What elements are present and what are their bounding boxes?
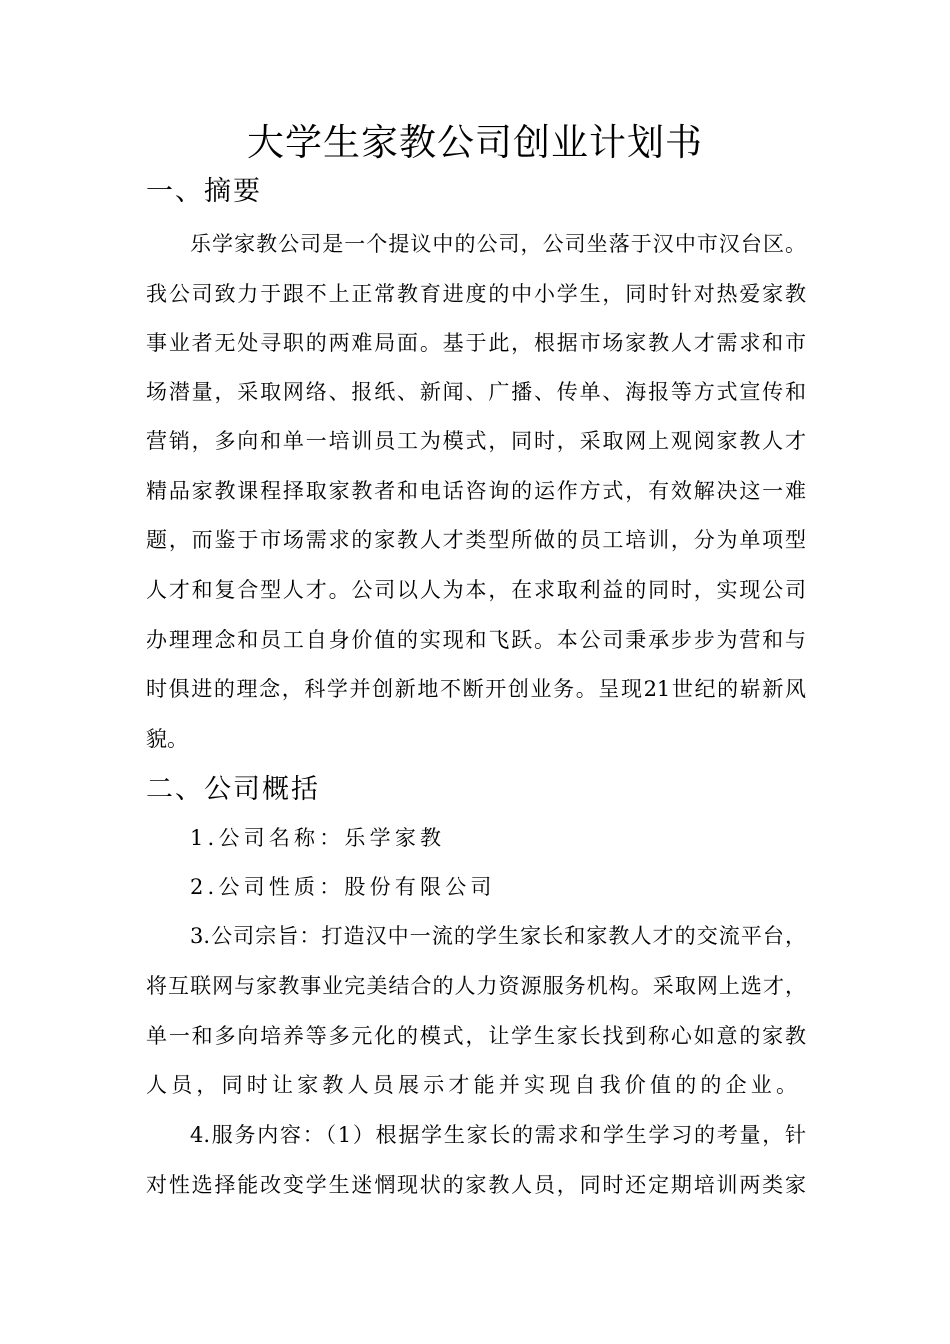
paragraph-line: 办理理念和员工自身价值的实现和飞跃。本公司秉承步步为营和与 (146, 628, 806, 652)
paragraph-line: 乐学家教公司是一个提议中的公司，公司坐落于汉中市汉台区。 (190, 232, 806, 256)
paragraph-line: 我公司致力于跟不上正常教育进度的中小学生，同时针对热爱家教 (146, 282, 806, 306)
section-heading-summary: 一、摘要 (146, 176, 262, 207)
paragraph-line: 事业者无处寻职的两难局面。基于此，根据市场家教人才需求和市 (146, 331, 806, 355)
document-title: 大学生家教公司创业计划书 (247, 121, 703, 164)
company-purpose-line: 3.公司宗旨：打造汉中一流的学生家长和家教人才的交流平台， (190, 924, 806, 948)
company-purpose-line: 将互联网与家教事业完美结合的人力资源服务机构。采取网上选才， (146, 974, 806, 998)
paragraph-line: 题，而鉴于市场需求的家教人才类型所做的员工培训，分为单项型 (146, 528, 806, 552)
section-heading-overview: 二、公司概括 (146, 774, 320, 805)
company-purpose-line: 人员，同时让家教人员展示才能并实现自我价值的的企业。 (146, 1073, 802, 1097)
paragraph-line: 精品家教课程择取家教者和电话咨询的运作方式，有效解决这一难 (146, 479, 806, 503)
paragraph-line: 营销，多向和单一培训员工为模式，同时，采取网上观阅家教人才 (146, 429, 806, 453)
paragraph-line: 人才和复合型人才。公司以人为本，在求取利益的同时，实现公司 (146, 578, 806, 602)
company-type-item: 2.公司性质：股份有限公司 (190, 875, 496, 899)
paragraph-line: 时俱进的理念，科学并创新地不断开创业务。呈现21世纪的崭新风 (146, 677, 806, 701)
paragraph-line: 场潜量，采取网络、报纸、新闻、广播、传单、海报等方式宣传和 (146, 380, 806, 404)
paragraph-line: 貌。 (146, 727, 188, 751)
service-content-line: 4.服务内容：（1）根据学生家长的需求和学生学习的考量，针 (190, 1123, 806, 1147)
company-name-item: 1.公司名称：乐学家教 (190, 826, 446, 850)
service-content-line: 对性选择能改变学生迷惘现状的家教人员，同时还定期培训两类家 (146, 1173, 806, 1197)
company-purpose-line: 单一和多向培养等多元化的模式，让学生家长找到称心如意的家教 (146, 1024, 806, 1048)
